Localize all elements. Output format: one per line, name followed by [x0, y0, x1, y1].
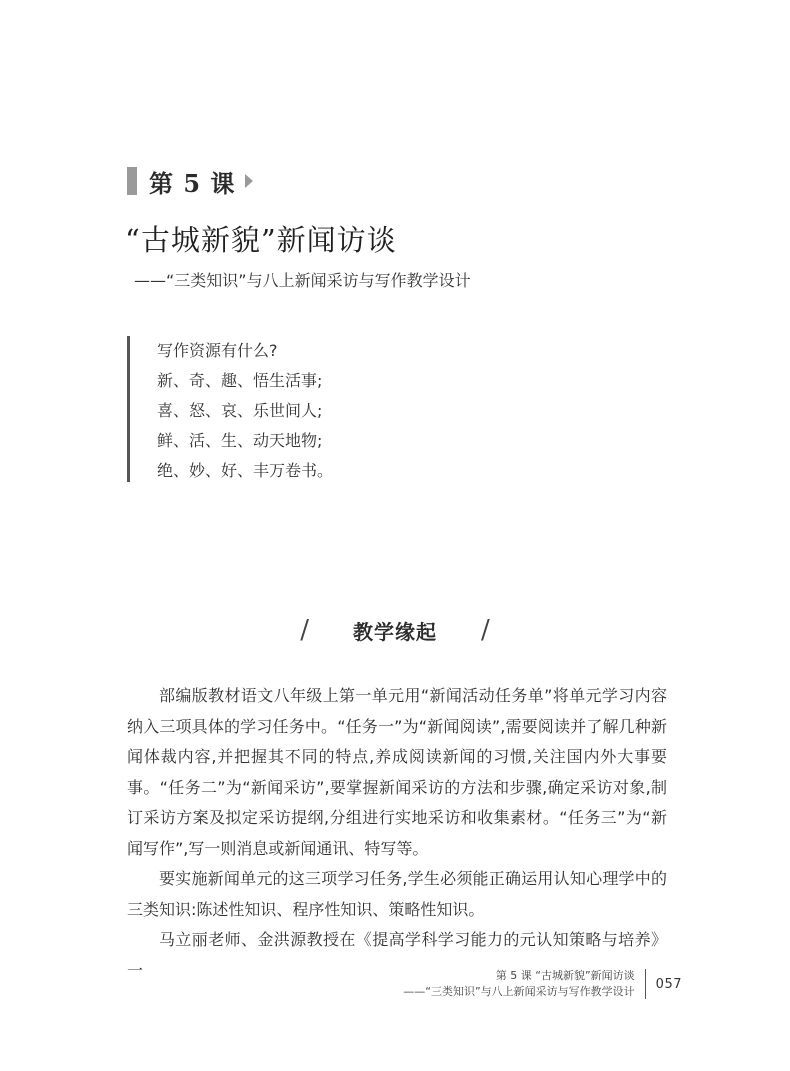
- page-subtitle: ——“三类知识”与八上新闻采访与写作教学设计: [134, 271, 471, 290]
- page-number: 057: [655, 976, 682, 992]
- verse-line: 绝、妙、好、丰万卷书。: [157, 461, 334, 480]
- footer-divider: [645, 969, 646, 999]
- lesson-bar-decoration: [127, 167, 137, 195]
- section-heading: [0, 615, 790, 645]
- section-slash-left: /: [300, 615, 309, 645]
- verse-line: 鲜、活、生、动天地物;: [157, 431, 323, 450]
- paragraph: 部编版教材语文八年级上第一单元用“新闻活动任务单”将单元学习内容纳入三项具体的学习任务中。“任务一”为“新闻阅读”,需要阅读并了解几种新闻体裁内容,并把握其不同的特点,养成阅读新闻的习惯,关注国内外大事要事。“任务二”为“新闻采访”,要掌握新闻采访的方法和步骤,确定采访对象,制订采访方案及拟定采访提纲,分组进行实地采访和收集素材。“任务三”为“新闻写作”,写一则消息或新闻通讯、特写等。: [127, 686, 667, 858]
- epigraph-verse: [157, 336, 333, 486]
- page-title: “古城新貌”新闻访谈: [125, 223, 397, 257]
- lesson-tag: [127, 166, 253, 196]
- verse-line: 新、奇、趣、悟生活事;: [157, 371, 323, 390]
- paragraph: 要实施新闻单元的这三项学习任务,学生必须能正确运用认知心理学中的三类知识:陈述性知识、程序性知识、策略性知识。: [127, 869, 667, 919]
- lesson-label: 第 5 课: [149, 168, 236, 198]
- running-footer: [403, 968, 682, 1000]
- footer-line-1: 第 5 课 “古城新貌”新闻访谈: [495, 969, 635, 982]
- paragraph: 马立丽老师、金洪源教授在《提高学科学习能力的元认知策略与培养》一: [127, 930, 667, 980]
- triangle-right-icon: [245, 174, 253, 188]
- quote-rule: [127, 336, 130, 482]
- footer-line-2: ——“三类知识”与八上新闻采访与写作教学设计: [403, 985, 635, 998]
- body-text: [127, 681, 667, 986]
- footer-caption: [403, 968, 634, 1000]
- verse-line: 喜、怒、哀、乐世间人;: [157, 401, 323, 420]
- section-slash-right: /: [481, 615, 490, 645]
- verse-line: 写作资源有什么?: [157, 341, 278, 360]
- section-title: 教学缘起: [353, 619, 437, 644]
